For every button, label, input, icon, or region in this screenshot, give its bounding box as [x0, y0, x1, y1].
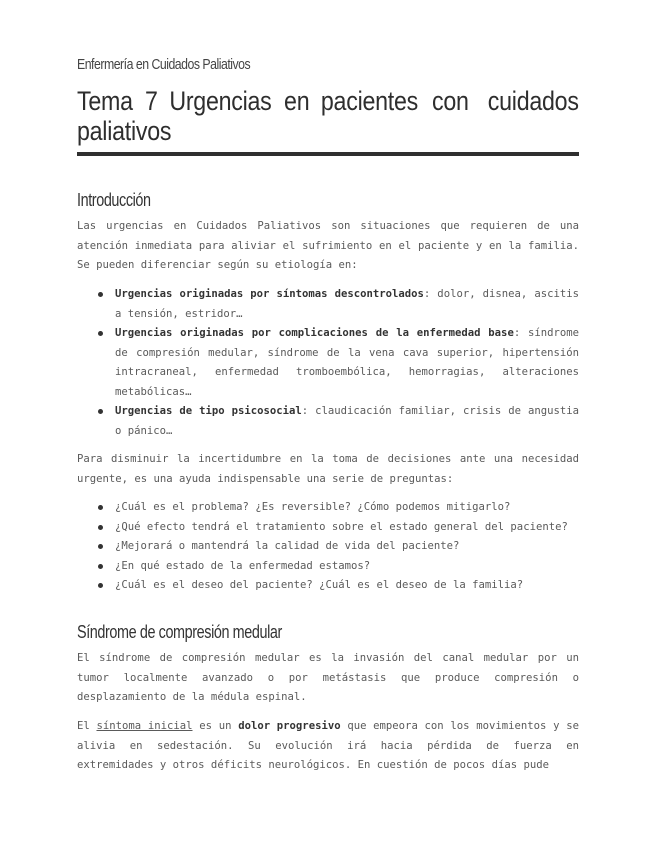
section2-paragraph-1: El síndrome de compresión medular es la invasión del canal medular por un tumor localmente avanzado o por metástasis que produce compresión o desplazamiento de la médula espinal.	[77, 652, 579, 703]
title-word: cuidados	[488, 86, 579, 116]
bold-term: dolor progresivo	[238, 720, 341, 732]
list-item: ¿Qué efecto tendrá el tratamiento sobre el estado general del paciente?	[77, 518, 579, 538]
list-item-text: : dolor, disnea, ascitis a tensión, estridor…	[115, 288, 579, 320]
intro-paragraph-2: Para disminuir la incertidumbre en la toma de decisiones ante una necesidad urgente, es una ayuda indispensable una serie de preguntas:	[77, 453, 579, 485]
list-item-text: : claudicación familiar, crisis de angustia o pánico…	[115, 405, 579, 437]
list-item-text: : síndrome de compresión medular, síndrome de la vena cava superior, hipertensión intracraneal, enfermedad tromboembólica, hemorragias, alteraciones metabólicas…	[115, 327, 580, 398]
subject-header: Enfermería en Cuidados Paliativos	[77, 56, 251, 73]
list-item: ¿Mejorará o mantendrá la calidad de vida del paciente?	[77, 537, 579, 557]
list-item: ¿Cuál es el deseo del paciente? ¿Cuál es el deseo de la familia?	[77, 576, 579, 596]
heading-sindrome-compresion-medular: Síndrome de compresión medular	[77, 622, 282, 642]
text-run: es un	[192, 720, 239, 732]
list-item-label: Urgencias originadas por complicaciones de la enfermedad base	[115, 327, 514, 339]
title-word: pacientes	[321, 86, 419, 116]
list-item-label: Urgencias de tipo psicosocial	[115, 405, 302, 417]
list-item: ¿Cuál es el problema? ¿Es reversible? ¿Cómo podemos mitigarlo?	[77, 498, 579, 518]
questions-list	[77, 498, 579, 596]
underlined-term: síntoma inicial	[96, 720, 193, 732]
list-item	[77, 402, 579, 441]
title-word: con	[431, 86, 469, 116]
urgency-types-list	[77, 285, 579, 441]
title-divider	[77, 152, 579, 156]
title-line-1	[77, 86, 579, 116]
title-word: Urgencias	[169, 86, 272, 116]
list-item	[77, 324, 579, 402]
list-item-label: Urgencias originadas por síntomas descontrolados	[115, 288, 424, 300]
title-word: en	[283, 86, 310, 116]
title-line-2: paliativos	[77, 116, 172, 146]
page-title	[77, 86, 579, 146]
list-item	[77, 285, 579, 324]
title-word: 7	[145, 86, 158, 116]
text-run: que empeora con los movimientos y se alivia en sedestación. Su evolución irá hacia pérdida de fuerza en extremidades y otros déficits neurológicos. En cuestión de pocos días pude	[77, 720, 579, 771]
list-item: ¿En qué estado de la enfermedad estamos?	[77, 557, 579, 577]
intro-paragraph-1: Las urgencias en Cuidados Paliativos son situaciones que requieren de una atención inmediata para aliviar el sufrimiento en el paciente y en la familia. Se pueden diferenciar según su etiología en:	[77, 220, 579, 271]
text-run: El	[77, 720, 97, 732]
title-word: Tema	[77, 86, 133, 116]
section2-paragraph-2	[77, 717, 579, 776]
heading-introduccion: Introducción	[77, 190, 151, 210]
